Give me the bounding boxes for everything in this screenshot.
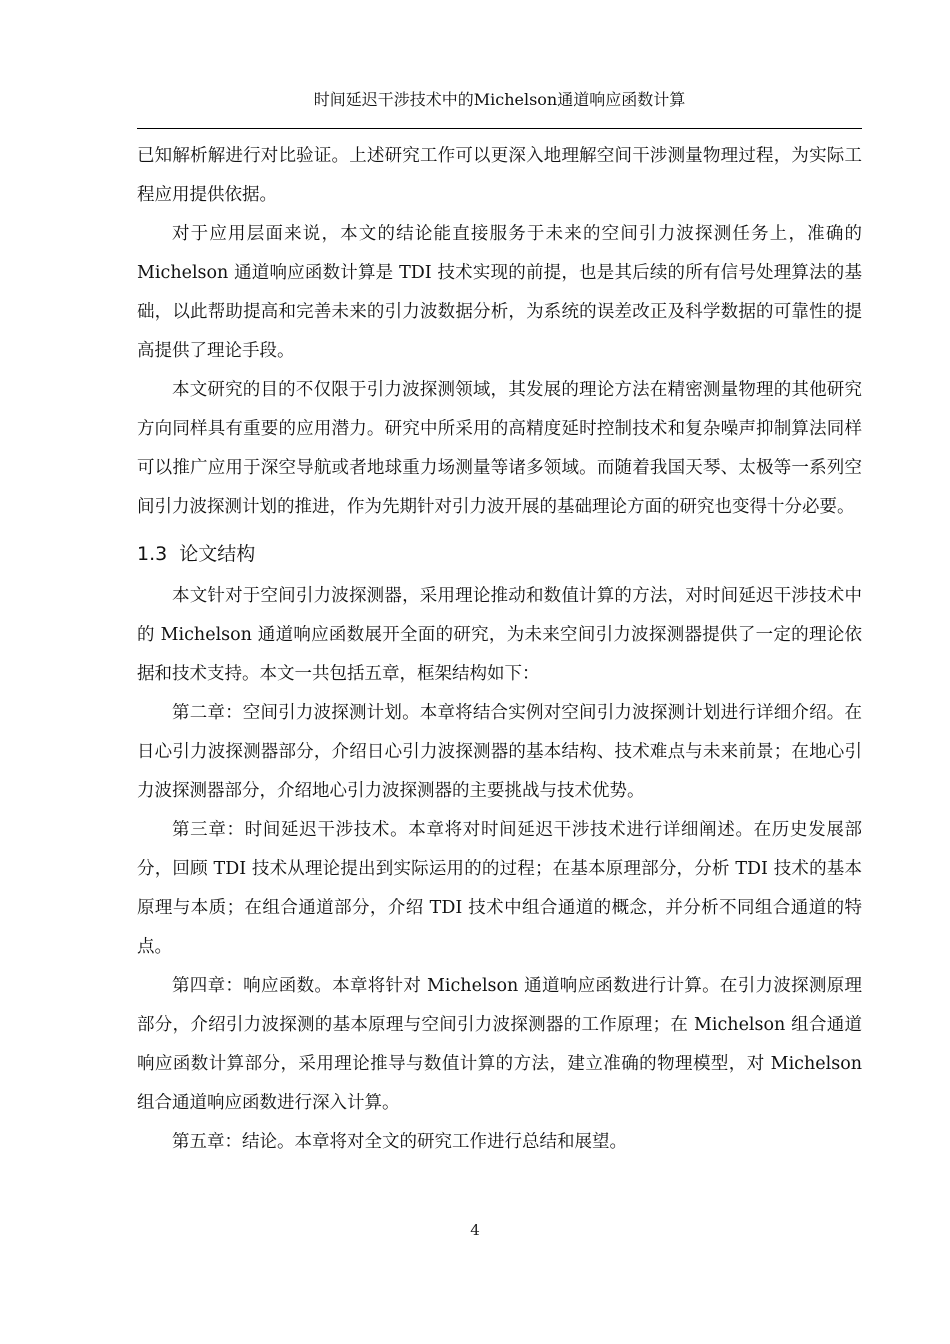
page-number: 4 [470,1221,480,1239]
paragraph-application: 对于应用层面来说，本文的结论能直接服务于未来的空间引力波探测任务上，准确的 Michelson 通道响应函数计算是 TDI 技术实现的前提，也是其后续的所有信号处理算法的基础，以此帮助提高和完善未来的引力波数据分析，为系统的误差改正及科学数据的可靠性的提高提供了理论手段。 [137,224,862,361]
section-heading [137,533,862,575]
paragraph-chapter-5: 第五章：结论。本章将对全文的研究工作进行总结和展望。 [172,1132,627,1152]
page-body [137,137,862,1162]
section-number: 1.3 [137,543,168,565]
running-header: 时间延迟干涉技术中的Michelson通道响应函数计算 [313,90,686,109]
paragraph-chapter-4: 第四章：响应函数。本章将针对 Michelson 通道响应函数进行计算。在引力波探测原理部分，介绍引力波探测的基本原理与空间引力波探测器的工作原理；在 Michelson 组合通道响应函数计算部分，采用理论推导与数值计算的方法，建立准确的物理模型，对 Michelson 组合通道响应函数进行深入计算。 [137,976,862,1113]
section-title: 论文结构 [179,543,256,565]
header-rule [137,128,862,129]
paragraph-structure-intro: 本文针对于空间引力波探测器，采用理论推动和数值计算的方法，对时间延迟干涉技术中的 Michelson 通道响应函数展开全面的研究，为未来空间引力波探测器提供了一定的理论依据和技术支持。本文一共包括五章，框架结构如下： [137,586,862,684]
paragraph-continuation: 已知解析解进行对比验证。上述研究工作可以更深入地理解空间干涉测量物理过程，为实际工程应用提供依据。 [137,146,862,205]
paragraph-chapter-2: 第二章：空间引力波探测计划。本章将结合实例对空间引力波探测计划进行详细介绍。在日心引力波探测器部分，介绍日心引力波探测器的基本结构、技术难点与未来前景；在地心引力波探测器部分，介绍地心引力波探测器的主要挑战与技术优势。 [137,703,862,801]
paragraph-chapter-3: 第三章：时间延迟干涉技术。本章将对时间延迟干涉技术进行详细阐述。在历史发展部分，回顾 TDI 技术从理论提出到实际运用的的过程；在基本原理部分，分析 TDI 技术的基本原理与本质；在组合通道部分，介绍 TDI 技术中组合通道的概念，并分析不同组合通道的特点。 [137,820,862,957]
paragraph-research-purpose: 本文研究的目的不仅限于引力波探测领域，其发展的理论方法在精密测量物理的其他研究方向同样具有重要的应用潜力。研究中所采用的高精度延时控制技术和复杂噪声抑制算法同样可以推广应用于深空导航或者地球重力场测量等诸多领域。而随着我国天琴、太极等一系列空间引力波探测计划的推进，作为先期针对引力波开展的基础理论方面的研究也变得十分必要。 [137,380,862,517]
